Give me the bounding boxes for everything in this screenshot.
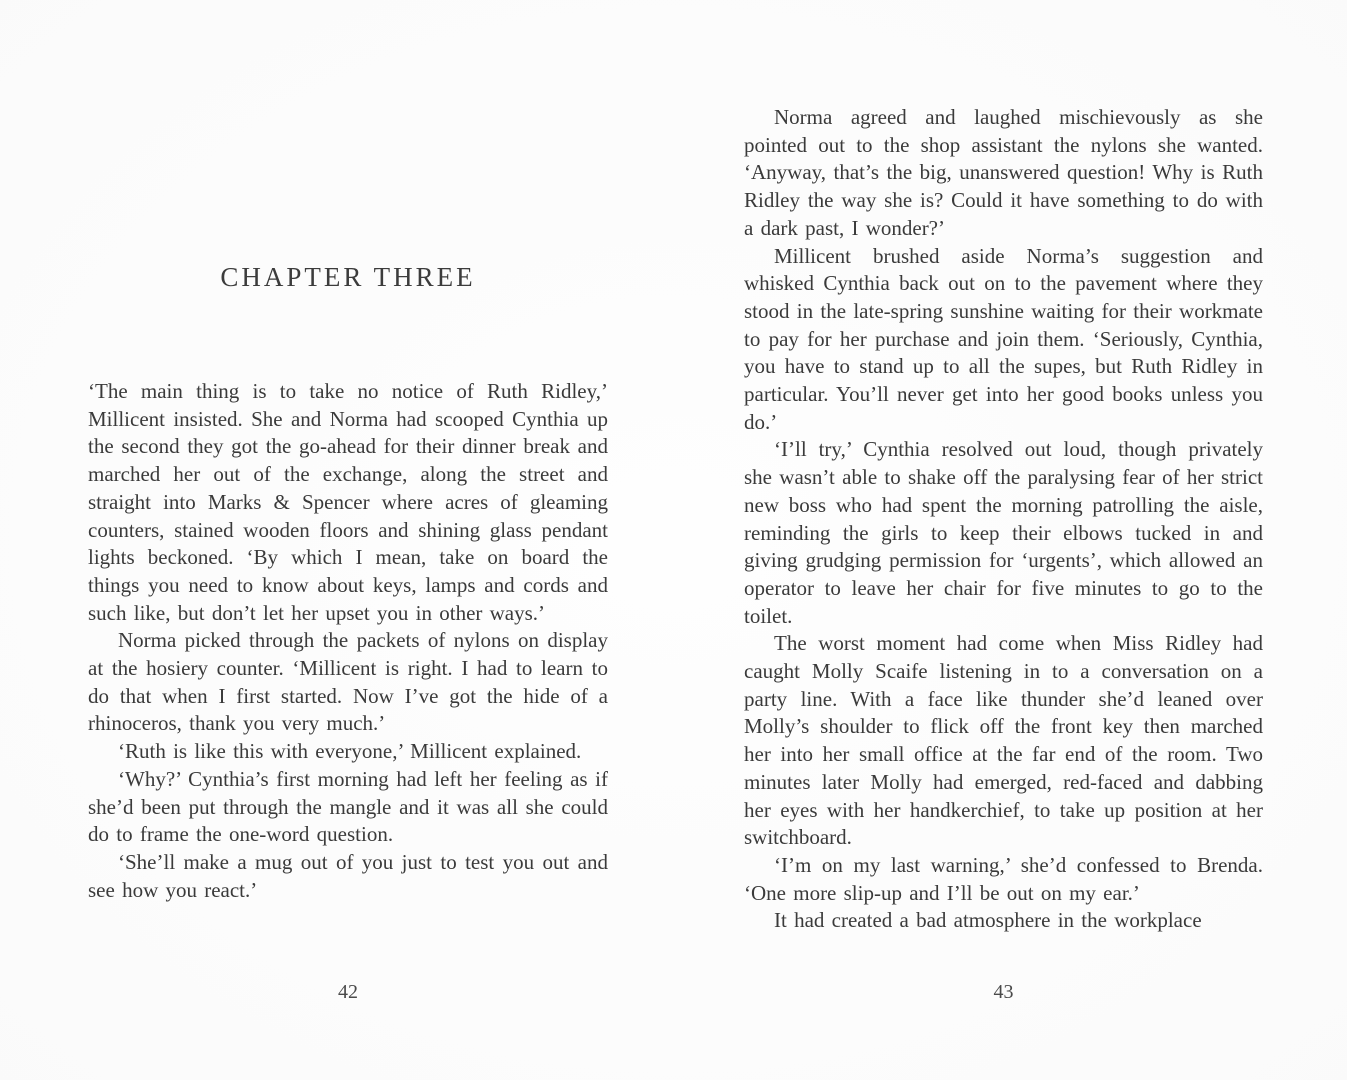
paragraph: Millicent brushed aside Norma’s suggestion and whisked Cynthia back out on to the pavement where they stood in the late-spring sunshine waiting for their workmate to pay for her purchase and join them. ‘Seriously, Cynthia, you have to stand up to all the supes, but Ruth Ridley in particular. You’ll never get into her good books unless you do.’ (744, 243, 1263, 434)
paragraph: ‘I’m on my last warning,’ she’d confessed to Brenda. ‘One more slip-up and I’ll be out on my ear.’ (744, 852, 1263, 905)
right-page-text (744, 104, 1263, 935)
paragraph: ‘Why?’ Cynthia’s first morning had left her feeling as if she’d been put through the mangle and it was all she could do to frame the one-word question. (88, 766, 608, 847)
paragraph: ‘I’ll try,’ Cynthia resolved out loud, though privately she wasn’t able to shake off the paralysing fear of her strict new boss who had spent the morning patrolling the aisle, reminding the girls to keep their elbows tucked in and giving grudging permission for ‘urgents’, which allowed an operator to leave her chair for five minutes to go to the toilet. (744, 437, 1263, 628)
paragraph: ‘The main thing is to take no notice of Ruth Ridley,’ Millicent insisted. She and Norma had scooped Cynthia up the second they got the go-ahead for their dinner break and marched her out of the exchange, along the street and straight into Marks & Spencer where acres of gleaming counters, stained wooden floors and shining glass pendant lights beckoned. ‘By which I mean, take on board the things you need to know about keys, lamps and cords and such like, but don’t let her upset you in other ways.’ (88, 379, 608, 625)
paragraph: Norma picked through the packets of nylons on display at the hosiery counter. ‘Millicent is right. I had to learn to do that when I first started. Now I’ve got the hide of a rhinoceros, thank you very much.’ (88, 628, 608, 736)
paragraph: ‘She’ll make a mug out of you just to test you out and see how you react.’ (88, 849, 608, 902)
page-number-left: 42 (338, 981, 358, 1003)
chapter-title: CHAPTER THREE (220, 262, 476, 292)
left-page-text (88, 378, 608, 904)
page-number-right: 43 (993, 981, 1014, 1003)
paragraph: Norma agreed and laughed mischievously as she pointed out to the shop assistant the nylons she wanted. ‘Anyway, that’s the big, unanswered question! Why is Ruth Ridley the way she is? Could it have something to do with a dark past, I wonder?’ (744, 105, 1263, 240)
paragraph: The worst moment had come when Miss Ridley had caught Molly Scaife listening in to a conversation on a party line. With a face like thunder she’d leaned over Molly’s shoulder to flick off the front key then marched her into her small office at the far end of the room. Two minutes later Molly had emerged, red-faced and dabbing her eyes with her handkerchief, to take up position at her switchboard. (744, 631, 1263, 850)
paragraph: ‘Ruth is like this with everyone,’ Millicent explained. (118, 739, 582, 764)
paragraph: It had created a bad atmosphere in the workplace (774, 908, 1202, 933)
